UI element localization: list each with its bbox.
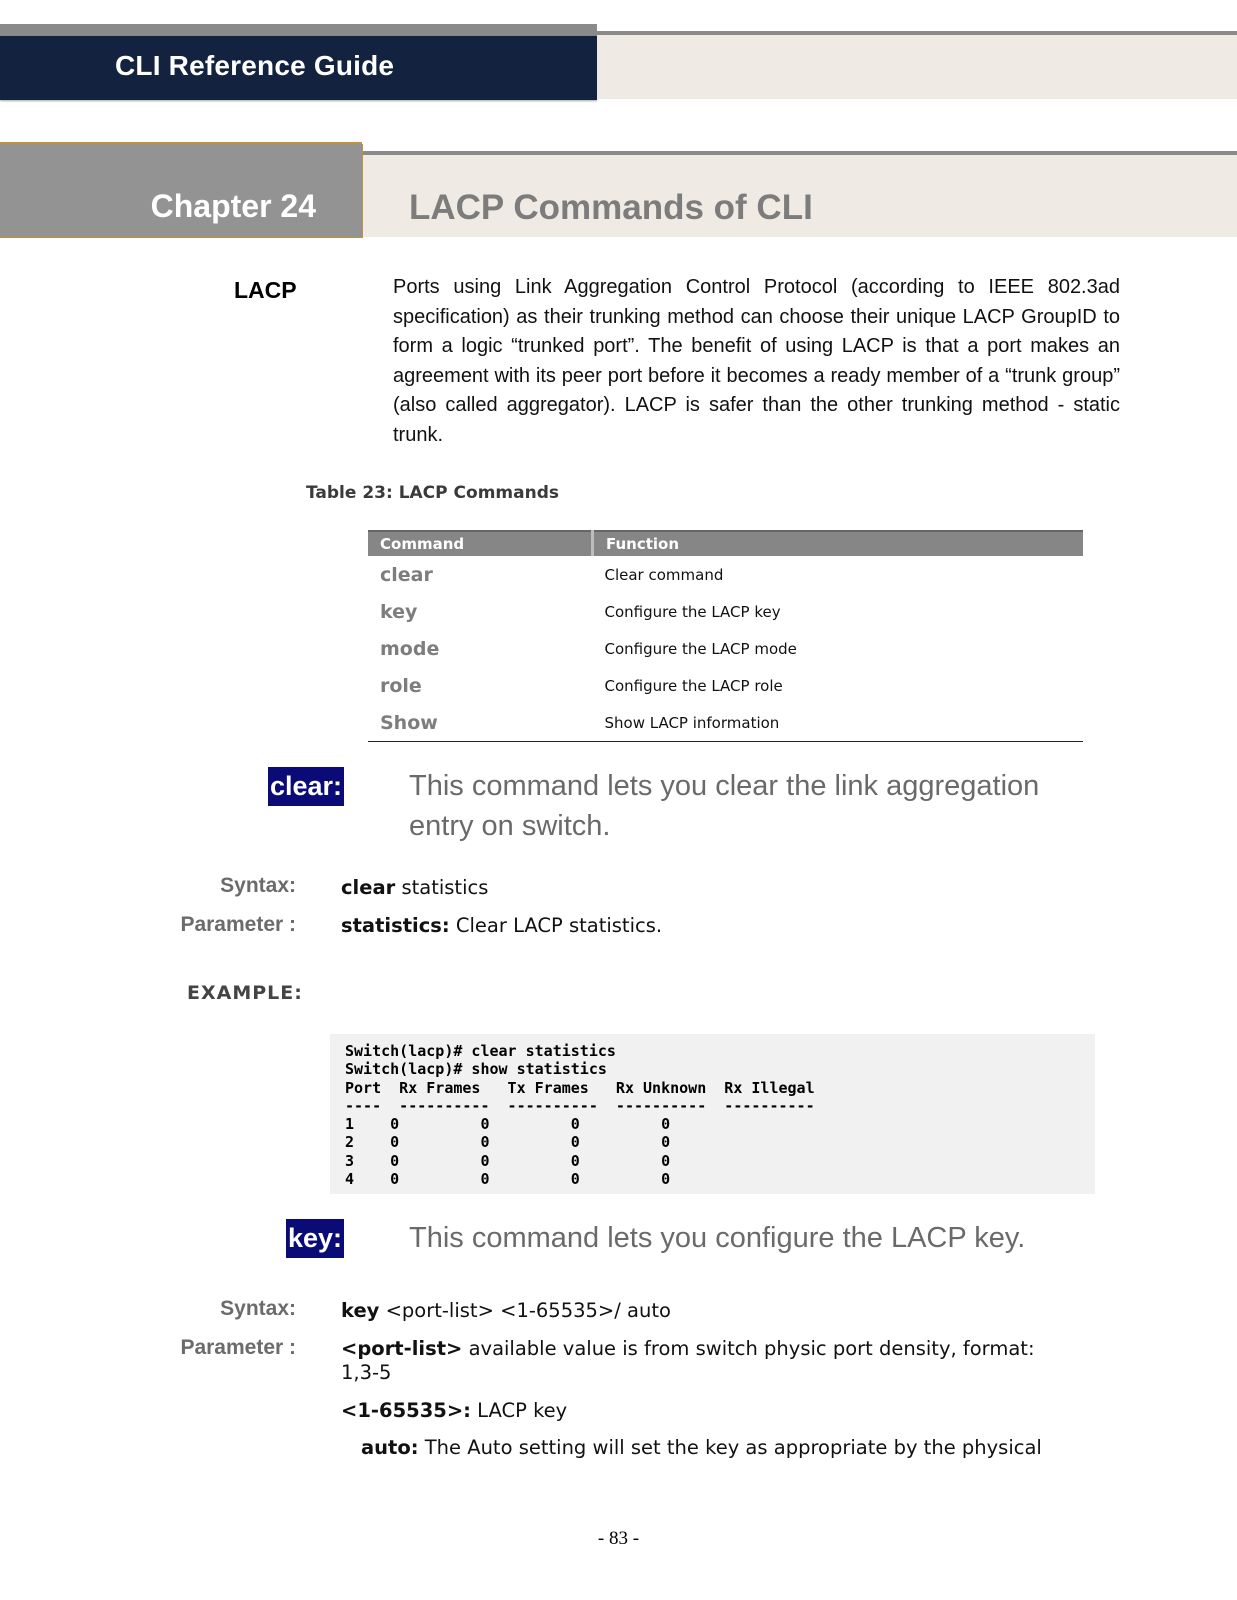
param-name: <1-65535>:: [341, 1399, 471, 1422]
function-cell: Configure the LACP role: [604, 676, 783, 695]
table-row: [368, 593, 1083, 630]
header-title: CLI Reference Guide: [115, 50, 395, 81]
param-text: The Auto setting will set the key as appropriate by the physical: [418, 1436, 1042, 1459]
function-cell: Configure the LACP mode: [604, 639, 797, 658]
param-name: auto:: [361, 1436, 419, 1459]
section-label-lacp: LACP: [234, 277, 297, 303]
key-syntax: [341, 1299, 671, 1322]
key-syntax-label: Syntax:: [220, 1297, 296, 1320]
table-row: [368, 556, 1083, 593]
table-header-row: [368, 531, 1083, 556]
table-row: [368, 667, 1083, 704]
command-cell: Show: [368, 704, 593, 742]
key-command-badge: key:: [286, 1219, 344, 1258]
command-cell: role: [380, 674, 422, 697]
key-parameter-label: Parameter :: [180, 1336, 296, 1359]
clear-syntax: [341, 876, 488, 899]
param-name: <port-list>: [341, 1337, 463, 1360]
page-number: - 83 -: [597, 1528, 640, 1549]
clear-syntax-label: Syntax:: [220, 874, 296, 897]
clear-parameter-text: Clear LACP statistics.: [449, 914, 663, 937]
command-cell: key: [380, 600, 418, 623]
command-cell: mode: [380, 637, 440, 660]
key-param-range: [341, 1399, 567, 1422]
header-banner: [0, 36, 597, 100]
clear-syntax-command: clear: [341, 876, 396, 899]
function-cell: Show LACP information: [593, 704, 1084, 742]
intro-paragraph: Ports using Link Aggregation Control Protocol (according to IEEE 802.3ad specification) as their trunking method can choose their unique LACP GroupID to form a logic “trunked port”. The benefit of using LACP is that a port makes an agreement with its peer port before it becomes a ready member of a “trunk group” (also called aggregator). LACP is safer than the other trunking method - static trunk.: [393, 276, 1120, 446]
key-param-port-list: [341, 1337, 1035, 1360]
function-cell: Configure the LACP key: [604, 602, 781, 621]
param-text: available value is from switch physic port density, format:: [462, 1337, 1035, 1360]
example-code: Switch(lacp)# clear statistics Switch(lacp)# show statistics Port Rx Frames Tx Frames Rx Unknown Rx Illegal ---- ---------- ---------- ---------- ---------- 1 0 0 0 0 2 0 0 0 0 3 0 0 0 0 4 0 0 0 0: [345, 1042, 815, 1189]
clear-parameter-label: Parameter :: [180, 913, 296, 936]
chapter-number-box: [0, 144, 363, 238]
header-accent-bar: [0, 24, 597, 36]
table-caption: Table 23: LACP Commands: [306, 483, 559, 503]
clear-description-line2: entry on switch.: [409, 810, 611, 842]
table-row: [368, 704, 1083, 742]
param-text: LACP key: [470, 1399, 568, 1422]
table-row: [368, 630, 1083, 667]
key-syntax-args: <port-list> <1-65535>/ auto: [379, 1299, 671, 1322]
column-header-command: Command: [368, 531, 593, 556]
example-label: EXAMPLE:: [187, 982, 303, 1004]
header-right-panel: [597, 35, 1237, 99]
example-code-block: [330, 1034, 1095, 1194]
clear-command-badge: clear:: [268, 767, 344, 806]
key-syntax-command: key: [341, 1299, 380, 1322]
chapter-title: LACP Commands of CLI: [409, 188, 813, 227]
clear-description-line1: This command lets you clear the link aggregation: [409, 770, 1040, 802]
lacp-commands-table: [368, 530, 1083, 742]
function-cell: Clear command: [604, 565, 724, 584]
column-header-function: Function: [593, 531, 1084, 556]
key-param-auto: [361, 1436, 1042, 1459]
command-cell: clear: [380, 563, 433, 586]
chapter-number: Chapter 24: [150, 188, 316, 224]
chapter-title-panel: [363, 155, 1237, 237]
key-param-port-list-format: 1,3-5: [341, 1361, 392, 1384]
clear-syntax-args: statistics: [395, 876, 489, 899]
clear-parameter-name: statistics:: [341, 914, 450, 937]
key-description: This command lets you configure the LACP key.: [409, 1222, 1026, 1254]
clear-parameter: [341, 914, 662, 937]
